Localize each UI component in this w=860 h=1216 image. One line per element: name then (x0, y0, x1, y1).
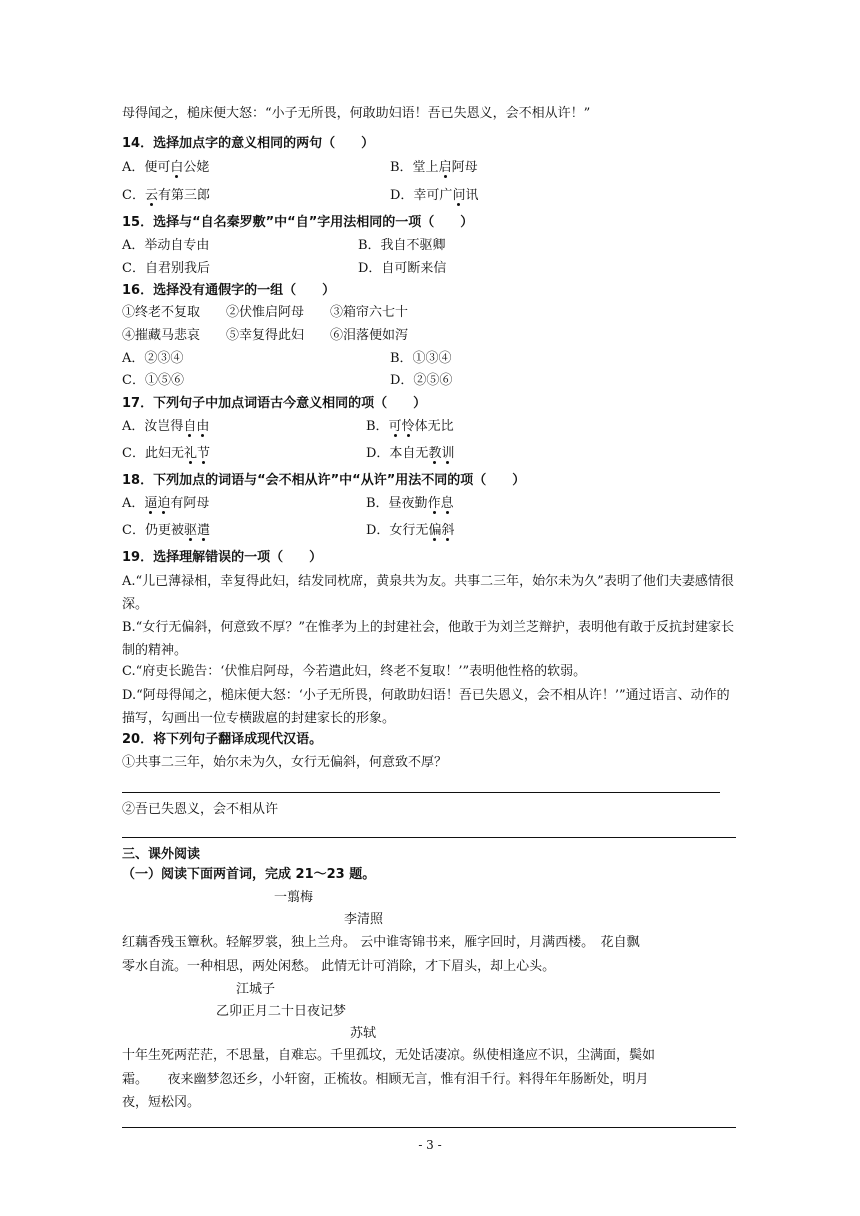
answer-line-2 (122, 837, 736, 838)
q17-options-row2 (122, 444, 742, 464)
q18-options-row2 (122, 521, 742, 541)
q14-option-c: C．云有第三郎 (122, 188, 210, 203)
q16-options-row1 (122, 349, 742, 369)
q14-option-b: B．堂上启阿母 (390, 160, 478, 175)
answer-line-1 (122, 792, 720, 793)
question-16: 16．选择没有通假字的一组（ ） (122, 283, 336, 298)
question-14: 14．选择加点字的意义相同的两句（ ） (122, 136, 375, 151)
question-20: 20．将下列句子翻译成现代汉语。 (122, 732, 323, 747)
page-number: - 3 - (418, 1138, 442, 1152)
q14-option-a: A．便可白公姥 (122, 160, 210, 175)
poem-2-subtitle: 乙卯正月二十日夜记梦 (216, 1004, 347, 1019)
q15-option-d: D．自可断来信 (358, 261, 447, 276)
q14-option-d: D．幸可广问讯 (390, 188, 479, 203)
question-18: 18．下列加点的词语与“会不相从许”中“从许”用法不同的项（ ） (122, 473, 526, 488)
poem-2-line: 十年生死两茫茫，不思量，自难忘。千里孤坟，无处话凄凉。纵使相逢应不识，尘满面，鬓如 (122, 1048, 656, 1063)
q17-option-c: C．此妇无礼节 (122, 446, 210, 461)
q18-options-row1 (122, 494, 742, 514)
footer-rule (122, 1127, 736, 1128)
q16-sentences-2: ④摧藏马悲哀 ⑤幸复得此妇 ⑥泪落便如泻 (122, 328, 409, 343)
q16-sentences-1: ①终老不复取 ②伏惟启阿母 ③箱帘六七十 (122, 305, 409, 320)
q18-option-c: C．仍更被驱遣 (122, 523, 210, 538)
q16-option-d: D．②⑤⑥ (390, 373, 453, 388)
q15-options-row2 (122, 259, 742, 279)
q17-option-d: D．本自无教训 (366, 446, 455, 461)
question-19: 19．选择理解错误的一项（ ） (122, 550, 323, 565)
q16-option-c: C．①⑤⑥ (122, 373, 184, 388)
poem-1-author: 李清照 (344, 912, 384, 927)
poem-1-title: 一翦梅 (274, 890, 314, 905)
q19-option-c: C.“府吏长跪告：‘伏惟启阿母，今若遣此妇，终老不复取！’”表明他性格的软弱。 (122, 664, 587, 679)
q19-option-d: D.“阿母得闻之，槌床便大怒：‘小子无所畏，何敢助妇语！吾已失恩义，会不相从许！’”通过语言、动作的描写，勾画出一位专横跋扈的封建家长的形象。 (122, 688, 730, 726)
q15-option-a: A．举动自专由 (122, 238, 210, 253)
q18-option-b: B．昼夜勤作息 (366, 496, 454, 511)
q17-option-b: B．可怜体无比 (366, 419, 454, 434)
poem-2-title: 江城子 (236, 982, 276, 997)
q20-sentence-2: ②吾已失恩义，会不相从许 (122, 802, 279, 817)
q18-option-d: D．女行无偏斜 (366, 523, 455, 538)
q14-options-row1 (122, 158, 742, 178)
poem-1-line: 零水自流。一种相思，两处闲愁。 此情无计可消除，才下眉头，却上心头。 (122, 959, 556, 974)
q14-options-row2 (122, 186, 742, 206)
q15-option-c: C．自君别我后 (122, 261, 210, 276)
q17-option-a: A．汝岂得自由 (122, 419, 210, 434)
q16-option-b: B．①③④ (390, 351, 452, 366)
q19-option-a: A.“儿已薄禄相，幸复得此妇，结发同枕席，黄泉共为友。共事二三年，始尔未为久”表明了他们夫妻感情很深。 (122, 574, 734, 612)
q20-sentence-1: ①共事二三年，始尔未为久，女行无偏斜，何意致不厚？ (122, 755, 448, 770)
poem-2-line: 夜，短松冈。 (122, 1095, 201, 1110)
poem-1-line: 红藕香残玉簟秋。轻解罗裳，独上兰舟。 云中谁寄锦书来，雁字回时，月满西楼。 花自飘 (122, 935, 640, 950)
poem-2-line: 霜。 夜来幽梦忽还乡，小轩窗，正梳妆。相顾无言，惟有泪千行。料得年年肠断处，明月 (122, 1072, 649, 1087)
subsection-heading: （一）阅读下面两首词，完成 21～23 题。 (122, 867, 376, 882)
question-15: 15．选择与“自名秦罗敷”中“自”字用法相同的一项（ ） (122, 215, 474, 230)
q18-option-a: A．逼迫有阿母 (122, 496, 210, 511)
q16-options-row2 (122, 371, 742, 391)
q19-option-b: B.“女行无偏斜，何意致不厚？”在惟孝为上的封建社会，他敢于为刘兰芝辩护，表明他有敢于反抗封建家长制的精神。 (122, 620, 734, 658)
q16-option-a: A．②③④ (122, 351, 184, 366)
section-heading: 三、课外阅读 (122, 847, 201, 862)
question-17: 17．下列句子中加点词语古今意义相同的项（ ） (122, 396, 427, 411)
passage-line: 母得闻之，槌床便大怒：“小子无所畏，何敢助妇语！吾已失恩义，会不相从许！” (122, 106, 591, 121)
q15-option-b: B．我自不驱卿 (358, 238, 446, 253)
q17-options-row1 (122, 417, 742, 437)
poem-2-author: 苏轼 (350, 1026, 377, 1041)
q15-options-row1 (122, 236, 742, 256)
